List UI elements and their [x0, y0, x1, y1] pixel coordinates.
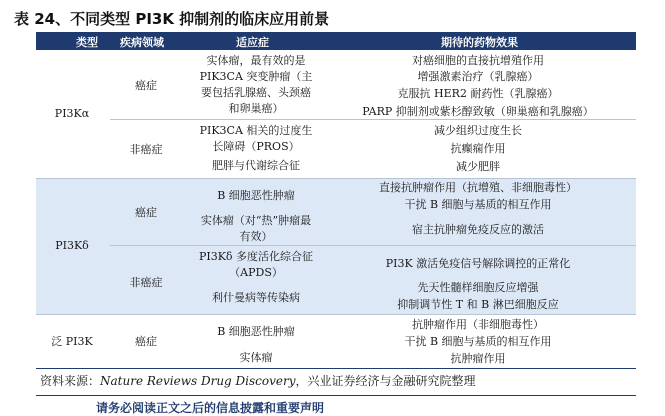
expected-effect: 干扰 B 细胞与基质的相互作用 [404, 335, 552, 348]
indication: B 细胞恶性肿瘤 [217, 325, 295, 338]
disease-non-cancer: 非癌症 [129, 276, 163, 289]
expected-effect: 对癌细胞的直接抗增殖作用 [412, 54, 544, 67]
expected-effect: 抗癫痫作用 [450, 142, 506, 155]
separator [110, 119, 636, 120]
indication: 有效） [239, 230, 273, 243]
header-type: 类型 [76, 36, 98, 49]
indication: PIK3CA 相关的过度生 [199, 124, 313, 137]
indication: 肥胖与代谢综合征 [212, 159, 300, 172]
indication: PI3Kδ 多度活化综合征 [198, 250, 314, 263]
type-pi3k-delta: PI3Kδ [55, 239, 89, 252]
table-bottom-line [36, 368, 636, 369]
disease-non-cancer: 非癌症 [129, 143, 163, 156]
expected-effect: 抑制调节性 T 和 B 淋巴细胞反应 [397, 298, 559, 311]
disclaimer-footer: 请务必阅读正文之后的信息披露和重要声明 [96, 401, 325, 415]
header-disease: 疾病领域 [120, 36, 164, 49]
expected-effect: PARP 抑制剂或紫杉醇致敏（卵巢癌和乳腺癌） [362, 105, 594, 118]
header-indication: 适应症 [236, 36, 269, 49]
separator [110, 245, 636, 246]
expected-effect: 抗肿瘤作用（非细胞毒性） [412, 318, 544, 331]
disease-cancer: 癌症 [135, 206, 157, 219]
indication: 要包括乳腺癌、头颈癌 [201, 86, 311, 99]
indication: B 细胞恶性肿瘤 [217, 189, 295, 202]
table-title: 表 24、不同类型 PI3K 抑制剂的临床应用前景 [14, 10, 330, 28]
indication: PIK3CA 突变肿瘤（主 [199, 70, 313, 83]
expected-effect: 减少组织过度生长 [434, 124, 522, 137]
indication: 和卵巢癌） [228, 102, 284, 115]
source-prefix: 资料来源： [40, 374, 101, 388]
disease-cancer: 癌症 [135, 335, 157, 348]
indication: 实体瘤，最有效的是 [206, 54, 306, 67]
indication: 长障碍（PROS） [212, 140, 300, 153]
indication: 实体瘤（对“热”肿瘤最 [200, 214, 312, 227]
expected-effect: 直接抗肿瘤作用（抗增殖、非细胞毒性） [379, 181, 577, 194]
separator [36, 314, 636, 315]
expected-effect: 抗肿瘤作用 [450, 352, 506, 365]
indication: 实体瘤 [239, 351, 273, 364]
source-journal: Nature Reviews Drug Discovery [100, 374, 296, 388]
type-pan-pi3k: 泛 PI3K [51, 335, 93, 348]
expected-effect: 宿主抗肿瘤免疫反应的激活 [412, 223, 544, 236]
source-note [40, 372, 476, 389]
table-header [36, 32, 636, 50]
expected-effect: 先天性髓样细胞反应增强 [417, 281, 539, 294]
expected-effect: 增强激素治疗（乳腺癌） [417, 70, 539, 83]
expected-effect: PI3K 激活免疫信号解除调控的正常化 [385, 257, 571, 270]
type-pi3k-alpha: PI3Kα [54, 107, 90, 120]
separator [36, 178, 636, 179]
indication: （APDS） [229, 266, 283, 279]
expected-effect: 减少肥胖 [456, 160, 500, 173]
header-effect: 期待的药物效果 [441, 36, 518, 49]
footer-divider [36, 395, 636, 396]
source-suffix: ，兴业证券经济与金融研究院整理 [295, 374, 476, 388]
disease-cancer: 癌症 [135, 79, 157, 92]
expected-effect: 克服抗 HER2 耐药性（乳腺癌） [397, 87, 559, 100]
expected-effect: 干扰 B 细胞与基质的相互作用 [404, 198, 552, 211]
indication: 利什曼病等传染病 [212, 291, 300, 304]
